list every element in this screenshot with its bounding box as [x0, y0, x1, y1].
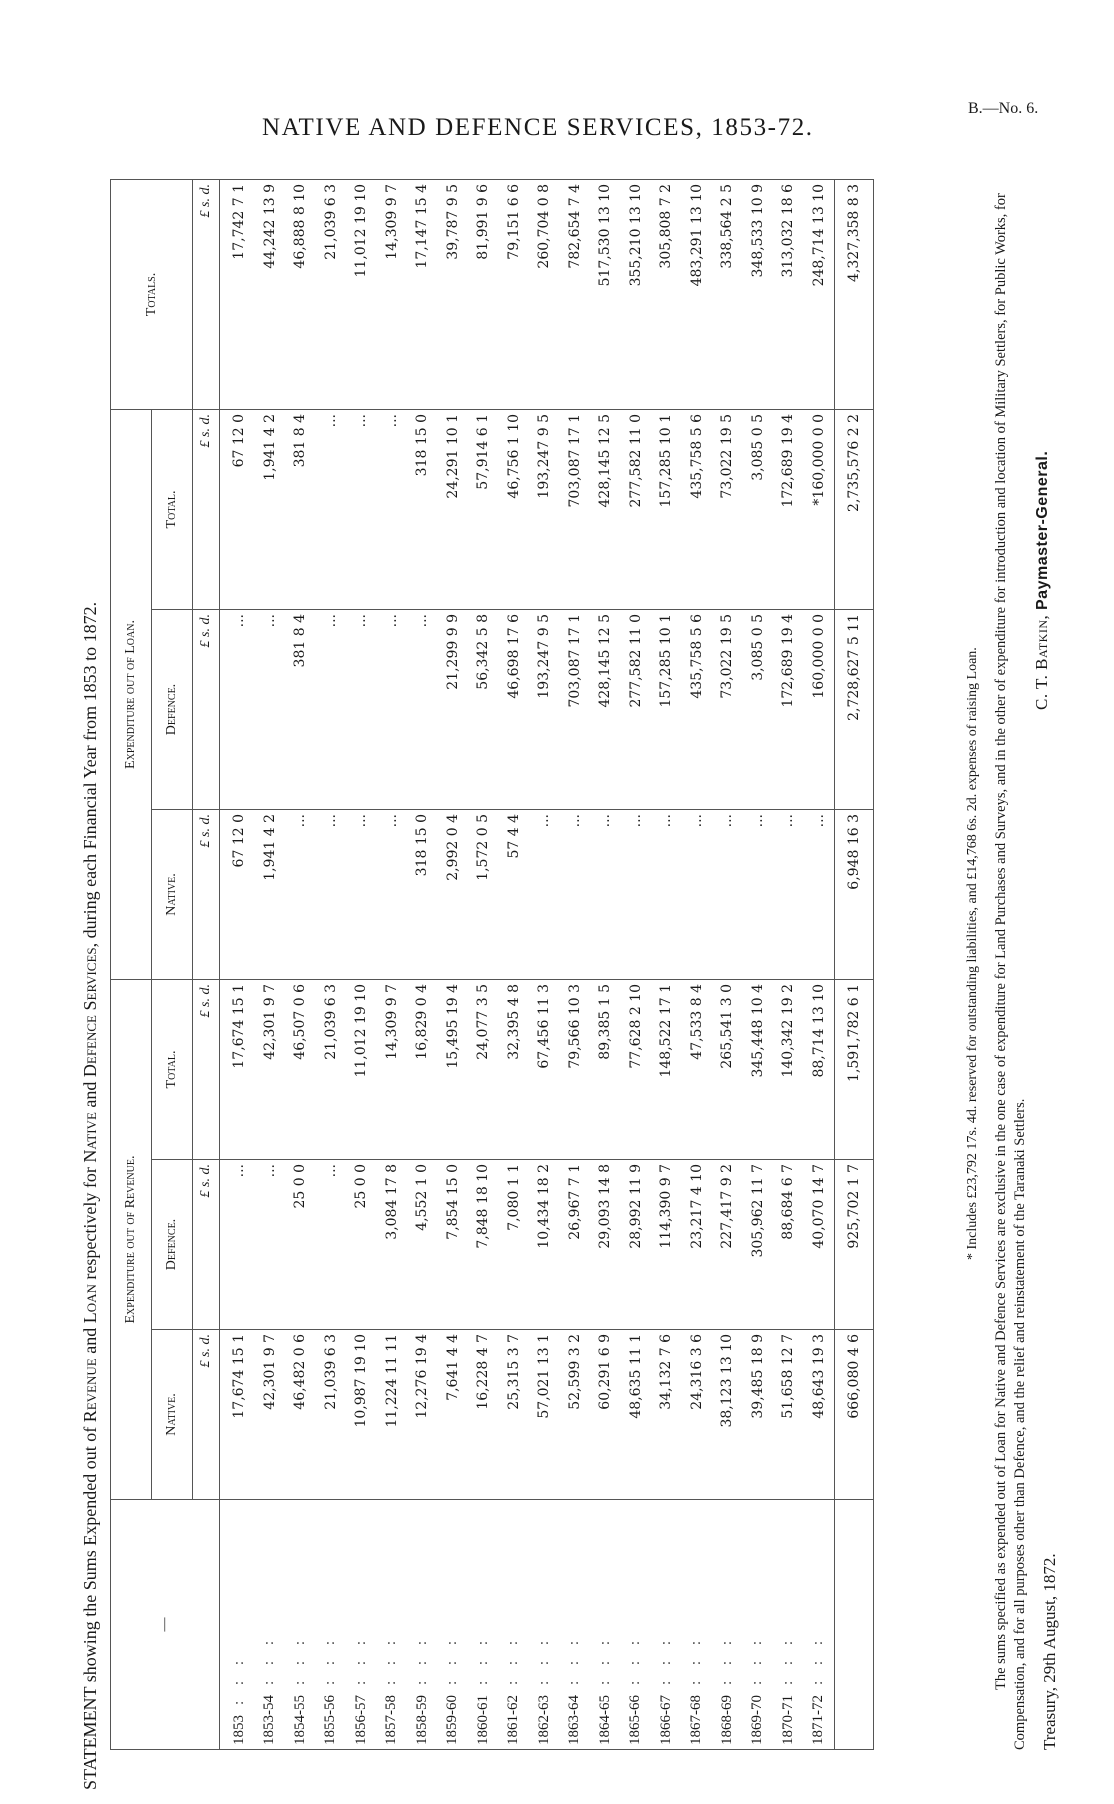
year-cell	[773, 1500, 804, 1750]
loan-defence-cell: 428,145 12 5	[590, 610, 621, 810]
loan-total-cell: 193,247 9 5	[529, 409, 560, 609]
revenue-native-cell: 60,291 6 9	[590, 1330, 621, 1500]
loan-defence-cell: 21,299 9 9	[438, 610, 469, 810]
total-revenue-total: 1,591,782 6 1	[835, 980, 874, 1160]
year-label: 1860-61	[474, 1695, 491, 1745]
revenue-total-cell: 16,829 0 4	[407, 980, 438, 1160]
totals-cell: 21,039 6 3	[316, 179, 347, 409]
year-cell	[468, 1500, 499, 1750]
year-label: 1853	[230, 1715, 247, 1745]
caption-loan: Loan	[80, 1284, 100, 1324]
revenue-native-cell: 24,316 3 6	[682, 1330, 713, 1500]
revenue-native-cell: 17,674 15 1	[220, 1330, 255, 1500]
loan-native-cell: 1,941 4 2	[255, 810, 286, 980]
revenue-native-cell: 7,641 4 4	[438, 1330, 469, 1500]
revenue-total-cell: 42,301 9 7	[255, 980, 286, 1160]
year-label: 1853-54	[261, 1695, 278, 1745]
loan-total-header: Total.	[152, 409, 193, 609]
leader-dots: : : :	[566, 1634, 583, 1685]
units-label: £ s. d.	[193, 409, 220, 609]
revenue-total-cell: 89,385 1 5	[590, 980, 621, 1160]
table-row	[621, 179, 652, 1749]
table-row	[468, 179, 499, 1749]
table-row	[590, 179, 621, 1749]
loan-native-cell: ...	[804, 810, 835, 980]
loan-native-cell: ...	[743, 810, 774, 980]
totals-cell: 338,564 2 5	[712, 179, 743, 409]
year-cell	[712, 1500, 743, 1750]
table-row	[651, 179, 682, 1749]
table-row	[377, 179, 408, 1749]
revenue-defence-cell: 88,684 6 7	[773, 1160, 804, 1330]
year-cell	[285, 1500, 316, 1750]
revenue-native-cell: 25,315 3 7	[499, 1330, 530, 1500]
totals-cell: 260,704 0 8	[529, 179, 560, 409]
totals-cell: 483,291 13 10	[682, 179, 713, 409]
loan-total-cell: 73,022 19 5	[712, 409, 743, 609]
revenue-defence-cell: 3,084 17 8	[377, 1160, 408, 1330]
caption-defence: Defence Services	[80, 947, 100, 1078]
leader-dots: : : :	[505, 1634, 522, 1685]
revenue-total-cell: 32,395 4 8	[499, 980, 530, 1160]
loan-defence-cell: 157,285 10 1	[651, 610, 682, 810]
revenue-total-cell: 79,566 10 3	[560, 980, 591, 1160]
year-cell	[590, 1500, 621, 1750]
totals-cell: 46,888 8 10	[285, 179, 316, 409]
table-row	[529, 179, 560, 1749]
loan-defence-cell: ...	[407, 610, 438, 810]
signatory-name: C. T. Batkin,	[1032, 614, 1051, 710]
leader-dots: : : :	[322, 1634, 339, 1685]
loan-native-cell: ...	[682, 810, 713, 980]
leader-dots: : : :	[657, 1634, 674, 1685]
revenue-defence-cell: 26,967 7 1	[560, 1160, 591, 1330]
loan-total-cell: 46,756 1 10	[499, 409, 530, 609]
loan-native-cell: 67 12 0	[220, 810, 255, 980]
caption-lead: STATEMENT	[80, 1686, 100, 1790]
revenue-defence-cell: ...	[255, 1160, 286, 1330]
leader-dots: : : :	[474, 1634, 491, 1685]
page-header	[0, 92, 1114, 142]
revenue-defence-header: Defence.	[152, 1160, 193, 1330]
loan-defence-cell: ...	[316, 610, 347, 810]
loan-native-cell: 2,992 0 4	[438, 810, 469, 980]
revenue-defence-cell: 114,390 9 7	[651, 1160, 682, 1330]
statement-table	[110, 179, 874, 1750]
year-label: 1858-59	[413, 1695, 430, 1745]
year-cell	[407, 1500, 438, 1750]
revenue-total-cell: 47,533 8 4	[682, 980, 713, 1160]
loan-group-header: Expenditure out of Loan.	[111, 409, 152, 979]
totals-cell: 81,991 9 6	[468, 179, 499, 409]
table-row	[773, 179, 804, 1749]
loan-native-cell: ...	[346, 810, 377, 980]
loan-total-cell: 381 8 4	[285, 409, 316, 609]
leader-dots: : : :	[627, 1634, 644, 1685]
table-row	[743, 179, 774, 1749]
revenue-native-header: Native.	[152, 1330, 193, 1500]
caption-revenue: Revenue	[80, 1358, 100, 1423]
leader-dots: : : :	[230, 1654, 247, 1705]
revenue-defence-cell: 40,070 14 7	[804, 1160, 835, 1330]
totals-cell: 313,032 18 6	[773, 179, 804, 409]
leader-dots: : : :	[352, 1634, 369, 1685]
leader-dots: : : :	[749, 1634, 766, 1685]
loan-native-cell: ...	[285, 810, 316, 980]
year-label: 1859-60	[444, 1695, 461, 1745]
revenue-native-cell: 10,987 19 10	[346, 1330, 377, 1500]
leader-dots: : : :	[291, 1634, 308, 1685]
year-column-header: —	[111, 1500, 220, 1750]
year-label: 1865-66	[627, 1695, 644, 1745]
totals-cell: 517,530 13 10	[590, 179, 621, 409]
table-row	[407, 179, 438, 1749]
revenue-total-cell: 15,495 19 4	[438, 980, 469, 1160]
loan-defence-cell: 172,689 19 4	[773, 610, 804, 810]
loan-defence-cell: ...	[346, 610, 377, 810]
totals-row	[835, 179, 874, 1749]
total-loan-total: 2,735,576 2 2	[835, 409, 874, 609]
revenue-native-cell: 57,021 13 1	[529, 1330, 560, 1500]
totals-cell: 348,533 10 9	[743, 179, 774, 409]
revenue-defence-cell: 29,093 14 8	[590, 1160, 621, 1330]
revenue-total-cell: 88,714 13 10	[804, 980, 835, 1160]
explanation-text: The sums specified as expended out of Loan for Native and Defence Services are exclusive in the one case of expenditure for Land Purchases and Surveys, and in the other of expenditure for introduction and location of Military Settlers, for Public Works, for Compensation, and for all purposes other than Defence, and the relief and reinstatement of the Taranaki Settlers.	[993, 193, 1028, 1750]
loan-native-cell: ...	[712, 810, 743, 980]
year-cell	[560, 1500, 591, 1750]
totals-row-label	[835, 1500, 874, 1750]
year-label: 1862-63	[535, 1695, 552, 1745]
table-row	[285, 179, 316, 1749]
year-label: 1868-69	[718, 1695, 735, 1745]
statement-table-wrapper	[110, 180, 950, 1750]
revenue-defence-cell: ...	[316, 1160, 347, 1330]
loan-native-cell: ...	[377, 810, 408, 980]
loan-defence-cell: ...	[220, 610, 255, 810]
revenue-total-cell: 345,448 10 4	[743, 980, 774, 1160]
loan-defence-cell: 277,582 11 0	[621, 610, 652, 810]
totals-cell: 39,787 9 5	[438, 179, 469, 409]
revenue-total-header: Total.	[152, 980, 193, 1160]
signatory-role: Paymaster-General.	[1034, 450, 1051, 610]
totals-cell: 79,151 6 6	[499, 179, 530, 409]
loan-native-cell: ...	[651, 810, 682, 980]
loan-defence-cell: 46,698 17 6	[499, 610, 530, 810]
year-label: 1857-58	[383, 1695, 400, 1745]
units-label: £ s. d.	[193, 179, 220, 409]
totals-cell: 44,242 13 9	[255, 179, 286, 409]
loan-native-cell: ...	[529, 810, 560, 980]
caption-text-d: and	[80, 1077, 100, 1113]
loan-total-cell: 1,941 4 2	[255, 409, 286, 609]
year-label: 1856-57	[352, 1695, 369, 1745]
leader-dots: : : :	[779, 1634, 796, 1685]
loan-total-cell: ...	[346, 409, 377, 609]
revenue-defence-cell: ...	[220, 1160, 255, 1330]
totals-cell: 17,147 15 4	[407, 179, 438, 409]
revenue-native-cell: 48,635 11 1	[621, 1330, 652, 1500]
document-reference: B.—No. 6.	[968, 100, 1039, 117]
year-cell	[220, 1500, 255, 1750]
total-loan-native: 6,948 16 3	[835, 810, 874, 980]
total-revenue-defence: 925,702 1 7	[835, 1160, 874, 1330]
units-label: £ s. d.	[193, 610, 220, 810]
loan-defence-header: Defence.	[152, 610, 193, 810]
year-cell	[651, 1500, 682, 1750]
caption-text-e: , during each Financial Year from 1853 to 1872.	[80, 601, 100, 948]
caption-text-b: and	[80, 1323, 100, 1359]
leader-dots: : : :	[535, 1634, 552, 1685]
revenue-defence-cell: 10,434 18 2	[529, 1160, 560, 1330]
loan-defence-cell: ...	[377, 610, 408, 810]
year-cell	[682, 1500, 713, 1750]
revenue-native-cell: 46,482 0 6	[285, 1330, 316, 1500]
year-cell	[316, 1500, 347, 1750]
revenue-native-cell: 11,224 11 11	[377, 1330, 408, 1500]
loan-total-cell: 157,285 10 1	[651, 409, 682, 609]
revenue-native-cell: 21,039 6 3	[316, 1330, 347, 1500]
leader-dots: : : :	[413, 1634, 430, 1685]
loan-defence-cell: 73,022 19 5	[712, 610, 743, 810]
revenue-total-cell: 77,628 2 10	[621, 980, 652, 1160]
revenue-total-cell: 24,077 3 5	[468, 980, 499, 1160]
revenue-total-cell: 17,674 15 1	[220, 980, 255, 1160]
revenue-native-cell: 16,228 4 7	[468, 1330, 499, 1500]
loan-native-header: Native.	[152, 810, 193, 980]
total-loan-defence: 2,728,627 5 11	[835, 610, 874, 810]
statement-caption	[80, 150, 101, 1790]
totals-column-header: Totals.	[111, 179, 193, 409]
year-cell	[499, 1500, 530, 1750]
table-row	[316, 179, 347, 1749]
revenue-defence-cell: 7,854 15 0	[438, 1160, 469, 1330]
table-row	[712, 179, 743, 1749]
table-row	[255, 179, 286, 1749]
loan-native-cell: ...	[621, 810, 652, 980]
year-cell	[255, 1500, 286, 1750]
loan-defence-cell: ...	[255, 610, 286, 810]
loan-total-cell: 703,087 17 1	[560, 409, 591, 609]
revenue-native-cell: 34,132 7 6	[651, 1330, 682, 1500]
units-label: £ s. d.	[193, 980, 220, 1160]
revenue-total-cell: 140,342 19 2	[773, 980, 804, 1160]
loan-defence-cell: 3,085 0 5	[743, 610, 774, 810]
leader-dots: : : :	[383, 1634, 400, 1685]
loan-defence-cell: 703,087 17 1	[560, 610, 591, 810]
revenue-defence-cell: 28,992 11 9	[621, 1160, 652, 1330]
loan-total-cell: 67 12 0	[220, 409, 255, 609]
year-cell	[804, 1500, 835, 1750]
year-label: 1869-70	[749, 1695, 766, 1745]
year-label: 1854-55	[291, 1695, 308, 1745]
table-row	[682, 179, 713, 1749]
caption-text-a: showing the Sums Expended out of	[80, 1422, 100, 1687]
leader-dots: : : :	[596, 1634, 613, 1685]
loan-native-cell: ...	[773, 810, 804, 980]
revenue-defence-cell: 227,417 9 2	[712, 1160, 743, 1330]
revenue-defence-cell: 23,217 4 10	[682, 1160, 713, 1330]
loan-total-cell: ...	[377, 409, 408, 609]
loan-native-cell: 318 15 0	[407, 810, 438, 980]
loan-native-cell: ...	[316, 810, 347, 980]
date-line: Treasury, 29th August, 1872.	[1040, 1553, 1059, 1750]
leader-dots: : : :	[688, 1634, 705, 1685]
loan-native-cell: ...	[560, 810, 591, 980]
revenue-total-cell: 11,012 19 10	[346, 980, 377, 1160]
year-cell	[346, 1500, 377, 1750]
table-row	[438, 179, 469, 1749]
revenue-native-cell: 42,301 9 7	[255, 1330, 286, 1500]
revenue-defence-cell: 25 0 0	[285, 1160, 316, 1330]
leader-dots: : : :	[261, 1634, 278, 1685]
year-label: 1863-64	[566, 1695, 583, 1745]
totals-cell: 17,742 7 1	[220, 179, 255, 409]
loan-native-cell: 57 4 4	[499, 810, 530, 980]
revenue-defence-cell: 25 0 0	[346, 1160, 377, 1330]
loan-native-cell: ...	[590, 810, 621, 980]
loan-total-cell: 318 15 0	[407, 409, 438, 609]
leader-dots: : : :	[718, 1634, 735, 1685]
units-label: £ s. d.	[193, 1160, 220, 1330]
rotated-statement-page	[80, 150, 1080, 1790]
revenue-native-cell: 48,643 19 3	[804, 1330, 835, 1500]
revenue-native-cell: 39,485 18 9	[743, 1330, 774, 1500]
revenue-native-cell: 12,276 19 4	[407, 1330, 438, 1500]
loan-total-cell: 24,291 10 1	[438, 409, 469, 609]
caption-text-c: respectively for	[80, 1162, 100, 1285]
revenue-total-cell: 46,507 0 6	[285, 980, 316, 1160]
totals-cell: 11,012 19 10	[346, 179, 377, 409]
leader-dots: : : :	[444, 1634, 461, 1685]
revenue-native-cell: 38,123 13 10	[712, 1330, 743, 1500]
totals-cell: 782,654 7 4	[560, 179, 591, 409]
grand-total: 4,327,358 8 3	[835, 179, 874, 409]
signature	[1032, 451, 1052, 710]
year-label: 1871-72	[810, 1695, 827, 1745]
revenue-defence-cell: 305,962 11 7	[743, 1160, 774, 1330]
table-row	[560, 179, 591, 1749]
year-label: 1861-62	[505, 1695, 522, 1745]
revenue-defence-cell: 4,552 1 0	[407, 1160, 438, 1330]
year-cell	[529, 1500, 560, 1750]
year-cell	[377, 1500, 408, 1750]
units-label: £ s. d.	[193, 1330, 220, 1500]
year-cell	[438, 1500, 469, 1750]
loan-defence-cell: 381 8 4	[285, 610, 316, 810]
caption-native: Native	[80, 1112, 100, 1163]
loan-total-cell: 3,085 0 5	[743, 409, 774, 609]
loan-total-cell: 57,914 6 1	[468, 409, 499, 609]
statement-body	[220, 179, 835, 1749]
explanation-note	[992, 150, 1030, 1750]
revenue-total-cell: 265,541 3 0	[712, 980, 743, 1160]
year-label: 1867-68	[688, 1695, 705, 1745]
revenue-native-cell: 52,599 3 2	[560, 1330, 591, 1500]
totals-cell: 305,808 7 2	[651, 179, 682, 409]
loan-native-cell: 1,572 0 5	[468, 810, 499, 980]
revenue-total-cell: 14,309 9 7	[377, 980, 408, 1160]
revenue-group-header: Expenditure out of Revenue.	[111, 980, 152, 1500]
year-label: 1866-67	[657, 1695, 674, 1745]
year-label: 1864-65	[596, 1695, 613, 1745]
loan-defence-cell: 435,758 5 6	[682, 610, 713, 810]
revenue-total-cell: 67,456 11 3	[529, 980, 560, 1160]
table-row	[346, 179, 377, 1749]
footnote: * Includes £23,792 17s. 4d. reserved for outstanding liabilities, and £14,768 6s. 2d. expenses of raising Loan.	[965, 647, 980, 1260]
units-label: £ s. d.	[193, 810, 220, 980]
loan-total-cell: 435,758 5 6	[682, 409, 713, 609]
page-title: NATIVE AND DEFENCE SERVICES, 1853-72.	[262, 114, 814, 141]
loan-total-cell: 277,582 11 0	[621, 409, 652, 609]
table-row	[220, 179, 255, 1749]
totals-cell: 248,714 13 10	[804, 179, 835, 409]
year-label: 1870-71	[779, 1695, 796, 1745]
leader-dots: : : :	[810, 1634, 827, 1685]
totals-cell: 14,309 9 7	[377, 179, 408, 409]
loan-total-cell: *160,000 0 0	[804, 409, 835, 609]
loan-total-cell: ...	[316, 409, 347, 609]
table-row	[499, 179, 530, 1749]
totals-cell: 355,210 13 10	[621, 179, 652, 409]
loan-total-cell: 428,145 12 5	[590, 409, 621, 609]
table-row	[804, 179, 835, 1749]
year-label: 1855-56	[322, 1695, 339, 1745]
loan-defence-cell: 160,000 0 0	[804, 610, 835, 810]
revenue-native-cell: 51,658 12 7	[773, 1330, 804, 1500]
revenue-total-cell: 148,522 17 1	[651, 980, 682, 1160]
revenue-total-cell: 21,039 6 3	[316, 980, 347, 1160]
loan-total-cell: 172,689 19 4	[773, 409, 804, 609]
year-cell	[743, 1500, 774, 1750]
revenue-defence-cell: 7,848 18 10	[468, 1160, 499, 1330]
loan-defence-cell: 193,247 9 5	[529, 610, 560, 810]
total-revenue-native: 666,080 4 6	[835, 1330, 874, 1500]
year-cell	[621, 1500, 652, 1750]
revenue-defence-cell: 7,080 1 1	[499, 1160, 530, 1330]
loan-defence-cell: 56,342 5 8	[468, 610, 499, 810]
